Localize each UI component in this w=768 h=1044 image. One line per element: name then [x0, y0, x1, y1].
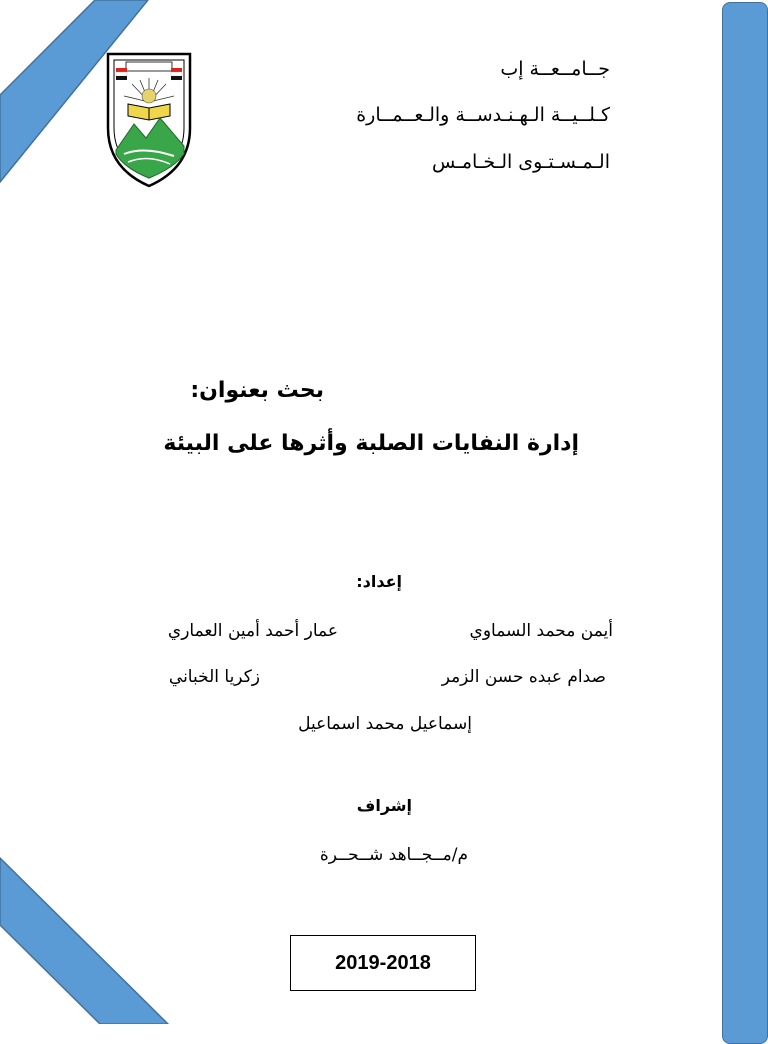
university-name: جــامــعــة إب [500, 58, 610, 80]
supervision-label: إشراف [356, 796, 412, 815]
author-name: صدام عبده حسن الزمر [441, 667, 606, 687]
author-name: زكريا الخباني [168, 667, 260, 687]
author-name: إسماعيل محمد اسماعيل [298, 714, 472, 734]
university-crest-icon [104, 50, 194, 190]
year-box: 2019-2018 [290, 935, 476, 991]
faculty-name: كـلــيــة الـهـنـدســة والـعــمــارة [356, 104, 610, 126]
prepared-by-label: إعداد: [356, 572, 402, 591]
study-level: الـمـسـتـوى الـخـامـس [432, 151, 610, 173]
author-name: أيمن محمد السماوي [469, 621, 613, 641]
supervisor-name: م/مــجــاهد شــحــرة [319, 845, 468, 865]
title-label: بحث بعنوان: [190, 378, 324, 403]
author-name: عمار أحمد أمين العماري [167, 621, 338, 641]
research-title: إدارة النفايات الصلبة وأثرها على البيئة [163, 431, 579, 456]
right-accent-bar [722, 2, 768, 1044]
